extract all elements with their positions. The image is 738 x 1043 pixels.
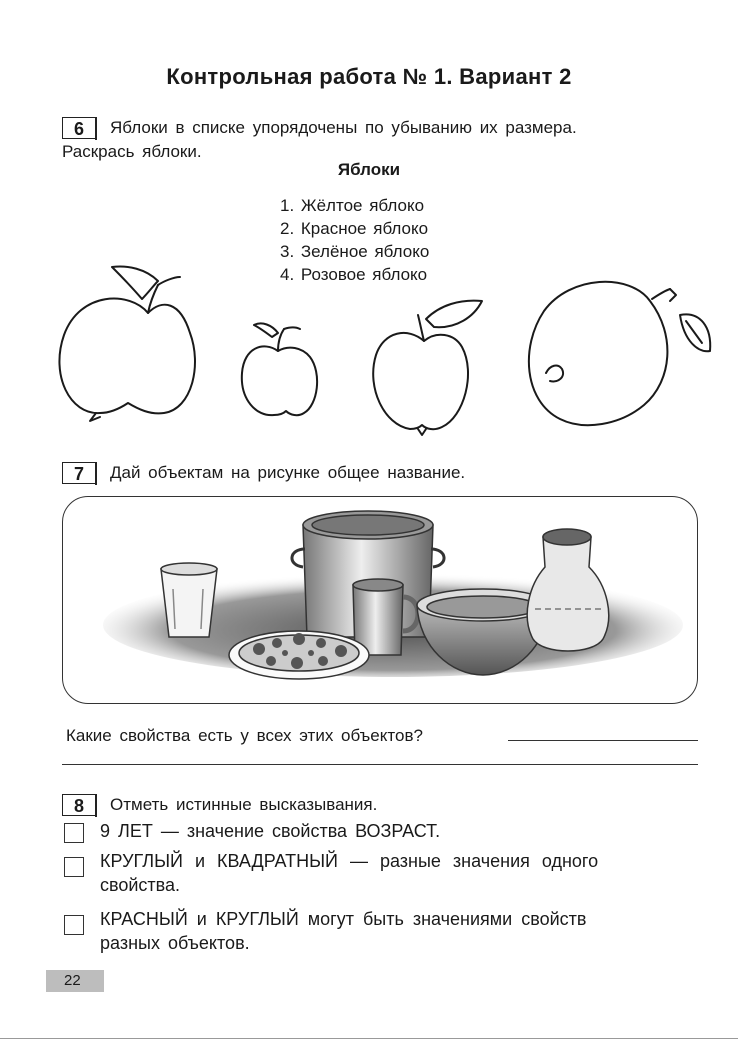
task6-text-line2: Раскрась яблоки. — [62, 142, 202, 161]
bottom-divider — [0, 1038, 738, 1039]
list-item: 2. Красное яблоко — [280, 219, 429, 238]
task6-text-line1: Яблоки в списке упорядочены по убыванию их размера. — [110, 118, 577, 137]
apples-illustration[interactable] — [50, 255, 720, 445]
apple-1-drawing[interactable] — [59, 267, 195, 421]
glass-drawing — [161, 563, 217, 637]
task7-question: Какие свойства есть у всех этих объектов? — [66, 726, 423, 745]
task-number-6: 6 — [62, 117, 96, 139]
statement-2-text-line1: КРУГЛЫЙ и КВАДРАТНЫЙ — разные значения одного — [100, 851, 599, 871]
jug-drawing — [527, 529, 608, 651]
apple-2-drawing[interactable] — [242, 323, 317, 415]
statement-3-text-line1: КРАСНЫЙ и КРУГЛЫЙ могут быть значениями свойств — [100, 909, 587, 929]
task-number-7: 7 — [62, 462, 96, 484]
page-title: Контрольная работа № 1. Вариант 2 — [166, 64, 572, 89]
page-number: 22 — [46, 970, 104, 992]
kitchenware-illustration — [63, 497, 698, 704]
plate-drawing — [229, 631, 369, 679]
statement-1-text: 9 ЛЕТ — значение свойства ВОЗРАСТ. — [100, 821, 441, 841]
task8-text: Отметь истинные высказывания. — [110, 795, 378, 814]
statement-3-text-line2: разных объектов. — [100, 933, 250, 953]
task-number-8: 8 — [62, 794, 96, 816]
statement-2-text-line2: свойства. — [100, 875, 181, 895]
list-item: 1. Жёлтое яблоко — [280, 196, 425, 215]
answer-line-2[interactable] — [62, 764, 698, 765]
kitchenware-picture-frame — [62, 496, 698, 704]
statement-2-checkbox[interactable] — [64, 857, 84, 877]
apples-list-title: Яблоки — [337, 160, 401, 179]
statement-3-checkbox[interactable] — [64, 915, 84, 935]
list-item: 3. Зелёное яблоко — [280, 242, 430, 261]
answer-line-1[interactable] — [508, 740, 698, 741]
task7-text: Дай объектам на рисунке общее название. — [110, 463, 466, 482]
apple-3-drawing[interactable] — [373, 301, 482, 435]
statement-1-checkbox[interactable] — [64, 823, 84, 843]
apple-4-drawing[interactable] — [529, 282, 710, 425]
list-item: 4. Розовое яблоко — [280, 265, 428, 284]
